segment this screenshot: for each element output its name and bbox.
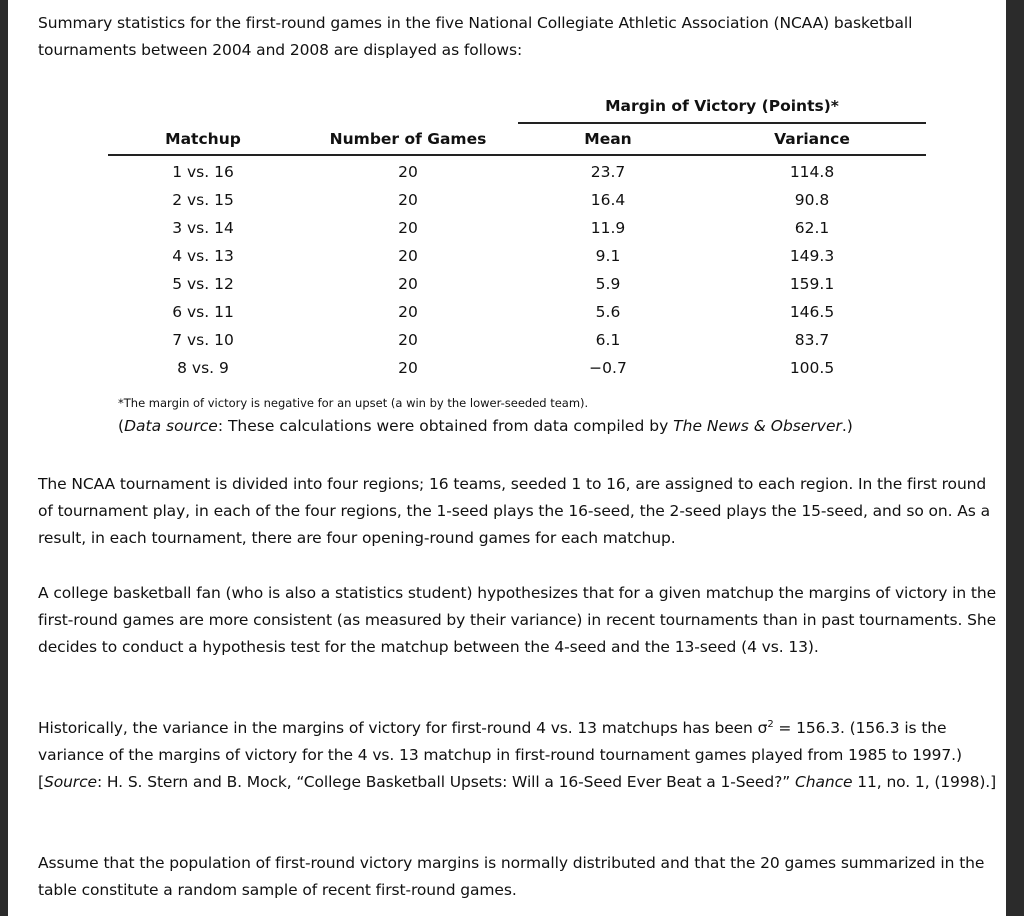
variance-cell: 83.7 bbox=[794, 331, 830, 349]
squared-superscript: 2 bbox=[767, 718, 774, 730]
citation-text: 11, no. 1, (1998).] bbox=[852, 773, 997, 791]
paren-close: .) bbox=[841, 417, 853, 435]
table-row bbox=[108, 298, 926, 326]
column-header-variance: Variance bbox=[698, 123, 926, 155]
table-row bbox=[108, 326, 926, 354]
mean-cell: 16.4 bbox=[590, 191, 626, 209]
matchup-cell: 7 vs. 10 bbox=[172, 331, 234, 349]
games-cell: 20 bbox=[398, 359, 418, 377]
publication-title: The News & Observer bbox=[673, 417, 842, 435]
table-row bbox=[108, 214, 926, 242]
variance-cell: 149.3 bbox=[789, 247, 835, 265]
table-footnote: *The margin of victory is negative for an upset (a win by the lower-seeded team). bbox=[118, 396, 589, 410]
variance-cell: 146.5 bbox=[789, 303, 835, 321]
regions-paragraph: The NCAA tournament is divided into four regions; 16 teams, seeded 1 to 16, are assigned to each region. In the first round of tournament play, in each of the four regions, the 1-seed plays the 16-seed, the 2-seed plays the 15-seed, and so on. As a result, in each tournament, there are four opening-round games for each matchup. bbox=[38, 475, 990, 547]
variance-cell: 159.1 bbox=[789, 275, 835, 293]
column-header-mean: Mean bbox=[518, 123, 698, 155]
table-row bbox=[108, 354, 926, 382]
table-row bbox=[108, 242, 926, 270]
empty-header-cell bbox=[298, 90, 518, 123]
hypothesis-paragraph: A college basketball fan (who is also a statistics student) hypothesizes that for a given matchup the margins of victory in the first-round games are more consistent (as measured by their variance) in recent tournaments than in past tournaments. She decides to conduct a hypothesis test for the matchup between the 4-seed and the 13-seed (4 vs. 13). bbox=[38, 584, 997, 656]
games-cell: 20 bbox=[398, 275, 418, 293]
games-cell: 20 bbox=[398, 163, 418, 181]
data-source-text: : These calculations were obtained from data compiled by bbox=[217, 417, 674, 435]
mean-cell: 11.9 bbox=[590, 219, 626, 237]
games-cell: 20 bbox=[398, 303, 418, 321]
journal-title: Chance bbox=[795, 773, 853, 791]
document-page bbox=[8, 0, 1006, 916]
summary-statistics-table bbox=[108, 90, 926, 382]
citation-text: : H. S. Stern and B. Mock, “College Basketball Upsets: Will a 16-Seed Ever Beat a 1-Seed?” bbox=[96, 773, 795, 791]
matchup-cell: 5 vs. 12 bbox=[172, 275, 234, 293]
variance-cell: 114.8 bbox=[789, 163, 835, 181]
games-cell: 20 bbox=[398, 191, 418, 209]
matchup-cell: 1 vs. 16 bbox=[172, 163, 234, 181]
data-source-label: Data source bbox=[124, 417, 218, 435]
historical-text: = 156.3. (156.3 is the variance of the margins of victory for the 4 vs. 13 matchup in first-round tournament games played from 1985 to 1997.) [ bbox=[38, 719, 962, 791]
source-label: Source bbox=[43, 773, 97, 791]
matchup-cell: 3 vs. 14 bbox=[172, 219, 234, 237]
empty-header-cell bbox=[108, 90, 298, 123]
variance-cell: 100.5 bbox=[789, 359, 835, 377]
games-cell: 20 bbox=[398, 247, 418, 265]
mean-cell: 6.1 bbox=[595, 331, 621, 349]
mean-cell: −0.7 bbox=[589, 359, 627, 377]
table-row bbox=[108, 155, 926, 186]
historical-variance-paragraph bbox=[38, 715, 998, 796]
mean-cell: 5.6 bbox=[595, 303, 621, 321]
matchup-cell: 8 vs. 9 bbox=[177, 359, 229, 377]
mean-cell: 23.7 bbox=[590, 163, 626, 181]
matchup-cell: 2 vs. 15 bbox=[172, 191, 234, 209]
column-header-matchup: Matchup bbox=[108, 123, 298, 155]
games-cell: 20 bbox=[398, 219, 418, 237]
matchup-cell: 6 vs. 11 bbox=[172, 303, 234, 321]
table-row bbox=[108, 186, 926, 214]
paren-open: ( bbox=[118, 417, 125, 435]
matchup-cell: 4 vs. 13 bbox=[172, 247, 234, 265]
intro-paragraph: Summary statistics for the first-round games in the five National Collegiate Athletic Association (NCAA) basketball tournaments between 2004 and 2008 are displayed as follows: bbox=[38, 14, 913, 59]
margin-of-victory-group-header: Margin of Victory (Points)* bbox=[518, 90, 926, 123]
mean-cell: 5.9 bbox=[595, 275, 621, 293]
historical-text: Historically, the variance in the margins of victory for first-round 4 vs. 13 matchups has been σ bbox=[38, 719, 768, 737]
variance-cell: 62.1 bbox=[794, 219, 830, 237]
table-row bbox=[108, 270, 926, 298]
column-header-number-of-games: Number of Games bbox=[298, 123, 518, 155]
games-cell: 20 bbox=[398, 331, 418, 349]
variance-cell: 90.8 bbox=[794, 191, 830, 209]
mean-cell: 9.1 bbox=[595, 247, 621, 265]
assumption-paragraph: Assume that the population of first-round victory margins is normally distributed and that the 20 games summarized in the table constitute a random sample of recent first-round games. bbox=[38, 854, 985, 899]
data-source-note bbox=[118, 417, 853, 435]
